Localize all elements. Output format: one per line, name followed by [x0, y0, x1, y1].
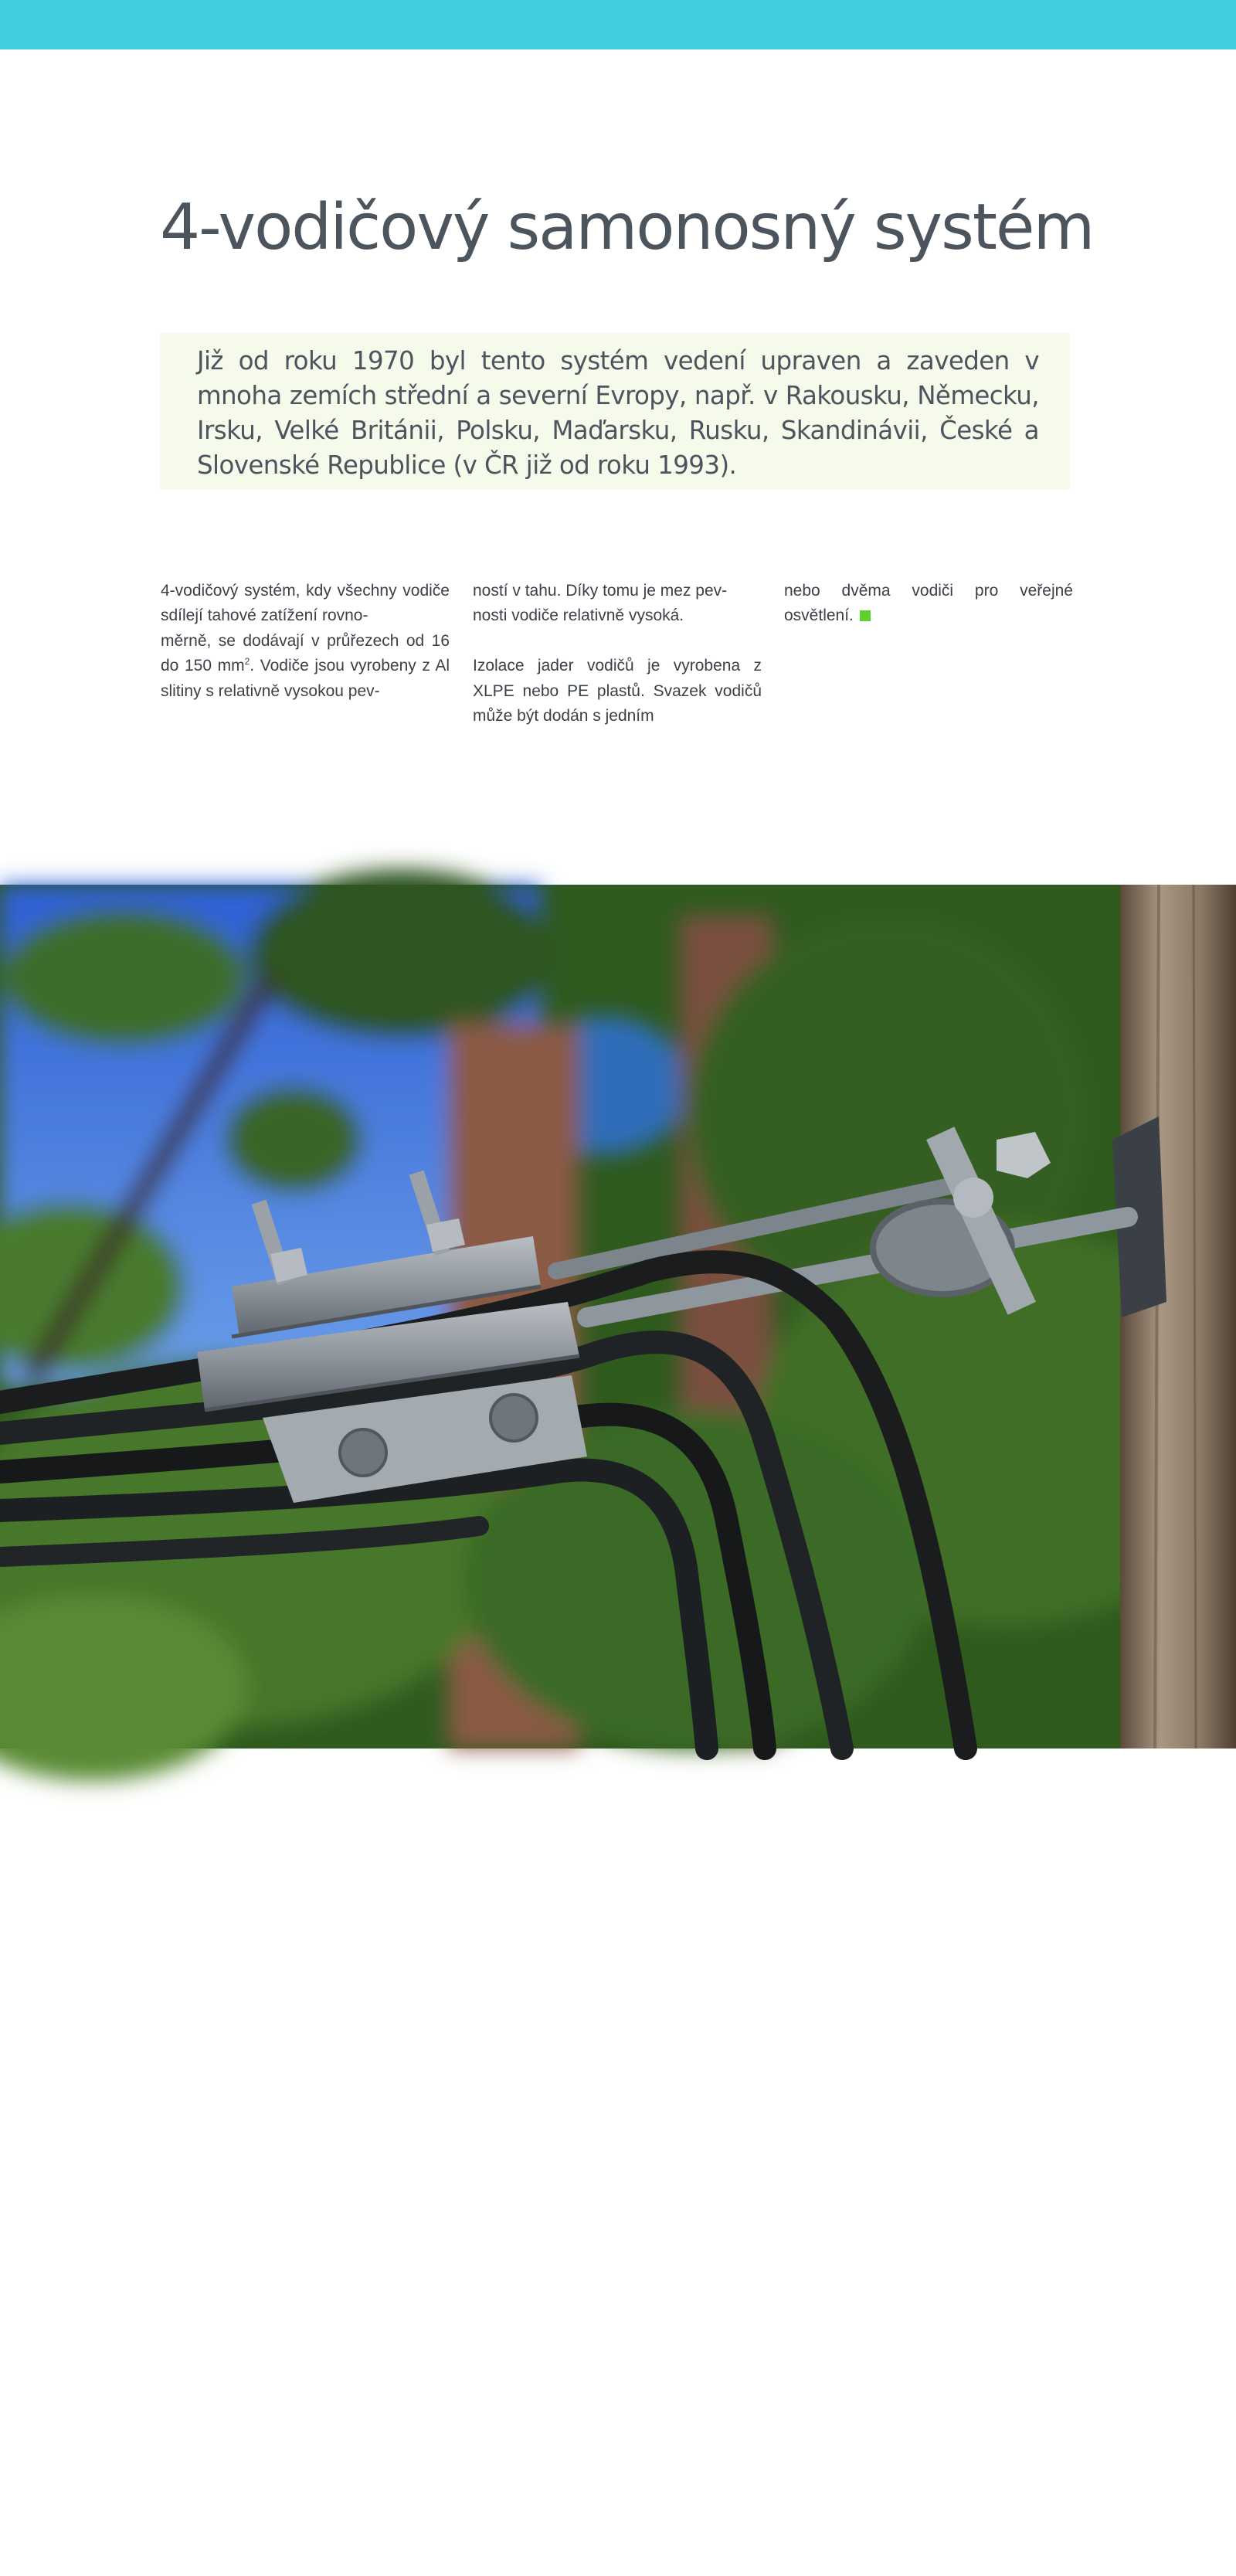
lead-box: [160, 333, 1070, 490]
body-text-part-1: 4-vodičový systém, kdy všechny vodiče sdílejí tahové zatížení rovno- měrně, se dodávají v průřezech od 16 do 150 mm: [161, 581, 450, 675]
body-text-part-2: . Vodiče jsou vyrobeny z Al slitiny s relativně vysokou pev-: [161, 657, 450, 700]
body-column-3: [784, 553, 1073, 654]
cable-clamp-photo: [0, 885, 1236, 2575]
lead-text: Již od roku 1970 byl tento systém vedení upraven a zaveden v mnoha zemích střední a severní Evropy, např. v Rakousku, Německu, Irsku, Velké Británii, Polsku, Maďarsku, Rusku, Skandinávii, České a Slovenské Republice (v ČR již od roku 1993).: [197, 346, 1039, 480]
end-square-icon: [860, 610, 871, 621]
body-column-1: [161, 553, 450, 729]
page-number: 7: [1166, 2556, 1177, 2575]
superscript: 2: [244, 656, 250, 667]
page-title: 4-vodičový samonosný systém: [160, 191, 1094, 264]
body-text-end: nebo dvěma vodiči pro veřejné osvětlení.: [784, 581, 1073, 624]
top-accent-bar: [0, 0, 1236, 49]
body-paragraph-2-cont: [784, 579, 1073, 629]
body-paragraph-1-cont: ností v tahu. Díky tomu je mez pev- nosti vodiče relativně vysoká.: [473, 581, 728, 624]
body-column-2: [473, 553, 762, 754]
body-paragraph-1: [161, 579, 450, 705]
body-paragraph-2: Izolace jader vodičů je vyrobena z XLPE nebo PE plastů. Svazek vodičů může být dodán s jedním: [473, 657, 762, 725]
